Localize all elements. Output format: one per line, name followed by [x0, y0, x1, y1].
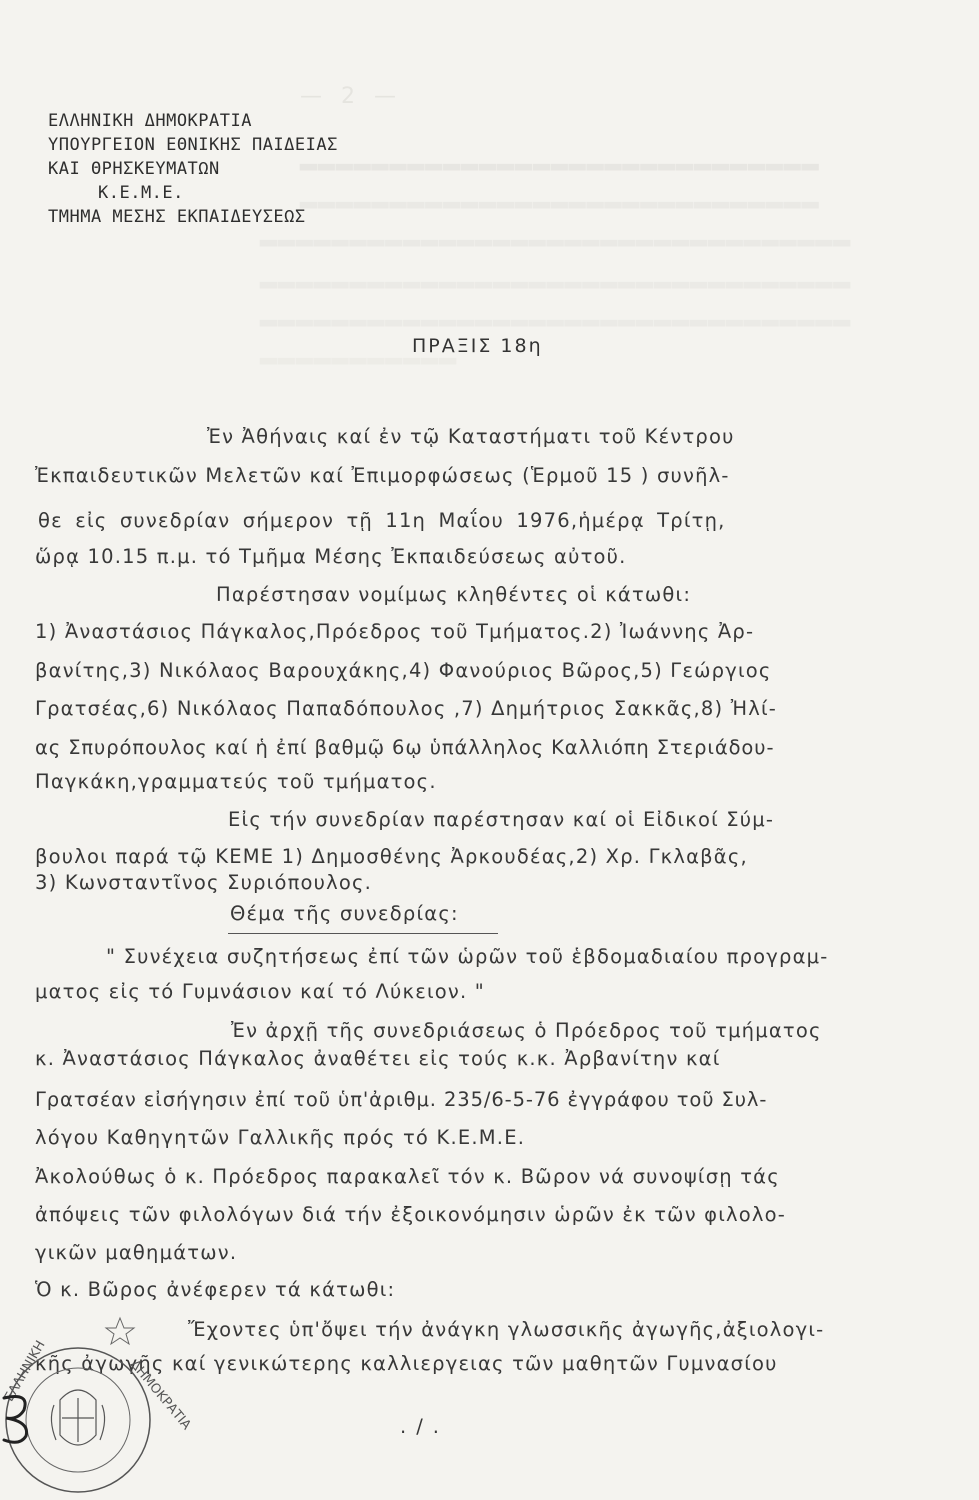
svg-text:ΔΗΜΟΚΡΑΤΙΑ: ΔΗΜΟΚΡΑΤΙΑ [126, 1357, 194, 1433]
letterhead-line: ΤΜΗΜΑ ΜΕΣΗΣ ΕΚΠΑΙΔΕΥΣΕΩΣ [48, 207, 306, 227]
body-line: Εἰς τήν συνεδρίαν παρέστησαν καί οἱ Εἰδικοί Σύμ- [228, 808, 775, 831]
bleed-through-text: ▂▂▂▂▂▂▂▂▂▂▂▂▂▂▂▂▂▂▂▂▂▂▂▂▂▂▂▂▂▂▂▂▂ [260, 302, 852, 327]
bleed-through-text: ▂▂▂▂▂▂▂▂▂▂▂▂▂▂▂▂▂▂▂▂▂▂▂▂▂▂▂▂▂▂▂▂▂ [260, 264, 852, 289]
letterhead-line: Κ.Ε.Μ.Ε. [98, 183, 184, 203]
body-line: λόγου Καθηγητῶν Γαλλικῆς πρός τό Κ.Ε.Μ.Ε. [35, 1126, 526, 1149]
body-line: βανίτης,3) Νικόλαος Βαρουχάκης,4) Φανούριος Βῶρος,5) Γεώργιος [35, 659, 772, 682]
body-line: βουλοι παρά τῷ ΚΕΜΕ 1) Δημοσθένης Ἀρκουδέας,2) Χρ. Γκλαβᾶς, [35, 845, 748, 868]
body-line: 3) Κωνσταντῖνος Συριόπουλος. [35, 871, 373, 894]
body-line: Παγκάκη,γραμματεύς τοῦ τμήματος. [35, 770, 437, 793]
body-line: 1) Ἀναστάσιος Πάγκαλος,Πρόεδρος τοῦ Τμήματος.2) Ἰωάννης Ἀρ- [35, 620, 755, 643]
body-line: ὥρᾳ 10.15 π.μ. τό Τμῆμα Μέσης Ἐκπαιδεύσεως αὐτοῦ. [35, 545, 627, 568]
body-line: ματος εἰς τό Γυμνάσιον καί τό Λύκειον. " [35, 980, 485, 1003]
letterhead-line: ΥΠΟΥΡΓΕΙΟΝ ΕΘΝΙΚΗΣ ΠΑΙΔΕΙΑΣ [48, 135, 338, 155]
letterhead-line: ΕΛΛΗΝΙΚΗ ΔΗΜΟΚΡΑΤΙΑ [48, 111, 252, 131]
body-line: ας Σπυρόπουλος καί ἡ ἐπί βαθμῷ 6ῳ ὑπάλληλος Καλλιόπη Στεριάδου- [35, 736, 775, 759]
body-line: Γρατσέαν εἰσήγησιν ἐπί τοῦ ὑπ'ἀριθμ. 235/6-5-76 ἐγγράφου τοῦ Συλ- [35, 1088, 768, 1111]
section-heading: Θέμα τῆς συνεδρίας: [230, 902, 459, 925]
bleed-through-text: ▂▂▂▂▂▂▂▂▂▂▂ [260, 340, 458, 365]
body-line: θε εἰς συνεδρίαν σήμερον τῇ 11η Μαΐου 1976,ἡμέρᾳ Τρίτῃ, [38, 509, 726, 532]
handwritten-initial-icon [0, 1390, 40, 1450]
body-line: " Συνέχεια συζητήσεως ἐπί τῶν ὡρῶν τοῦ ἑβδομαδιαίου προγραμ- [106, 945, 829, 968]
body-line: Ὁ κ. Βῶρος ἀνέφερεν τά κάτωθι: [35, 1278, 396, 1301]
bleed-through-text: ▂▂▂▂▂▂▂▂▂▂▂▂▂▂▂▂▂▂▂▂▂▂▂▂▂▂▂▂▂ [300, 146, 820, 171]
body-line: Ἐν Ἀθήναις καί ἐν τῷ Καταστήματι τοῦ Κέντρου [207, 425, 735, 448]
letterhead-line: ΚΑΙ ΘΡΗΣΚΕΥΜΑΤΩΝ [48, 159, 220, 179]
heading-underline [228, 933, 498, 934]
body-line: Ἐν ἀρχῇ τῆς συνεδριάσεως ὁ Πρόεδρος τοῦ τμήματος [231, 1019, 822, 1042]
body-line: γικῶν μαθημάτων. [35, 1241, 238, 1264]
letterhead [48, 109, 338, 229]
body-line: Ἔχοντες ὑπ'ὄψει τήν ἀνάγκη γλωσσικῆς ἀγωγῆς,ἀξιολογι- [188, 1318, 825, 1341]
bleed-through-text: ▂▂▂▂▂▂▂▂▂▂▂▂▂▂▂▂▂▂▂▂▂▂▂▂▂▂▂▂▂ [300, 184, 820, 209]
continuation-mark: ./. [400, 1415, 449, 1438]
bleed-through-text: ▂▂▂▂▂▂▂▂▂▂▂▂▂▂▂▂▂▂▂▂▂▂▂▂▂▂▂▂▂▂▂▂▂ [260, 222, 852, 247]
body-line: κῆς ἀγωγῆς καί γενικώτερης καλλιεργειας τῶν μαθητῶν Γυμνασίου [35, 1352, 778, 1375]
body-line: Ἀκολούθως ὁ κ. Πρόεδρος παρακαλεῖ τόν κ. Βῶρον νά συνοψίσῃ τάς [35, 1165, 780, 1188]
document-title: ΠΡΑΞΙΣ 18η [412, 335, 543, 357]
body-line: Γρατσέας,6) Νικόλαος Παπαδόπουλος ,7) Δημήτριος Σακκᾶς,8) Ἠλί- [35, 697, 777, 720]
body-line: κ. Ἀναστάσιος Πάγκαλος ἀναθέτει εἰς τούς κ.κ. Ἀρβανίτην καί [35, 1047, 721, 1070]
body-line: Παρέστησαν νομίμως κληθέντες οἱ κάτωθι: [216, 583, 692, 606]
bleed-through-text: — 2 — [300, 84, 402, 109]
svg-text:ΕΛΛΗΝΙΚΗ: ΕΛΛΗΝΙΚΗ [1, 1338, 49, 1405]
body-line: Ἐκπαιδευτικῶν Μελετῶν καί Ἐπιμορφώσεως (Ἑρμοῦ 15 ) συνῆλ- [35, 464, 730, 487]
body-line: ἀπόψεις τῶν φιλολόγων διά τήν ἐξοικονόμησιν ὡρῶν ἐκ τῶν φιλολο- [35, 1203, 787, 1226]
